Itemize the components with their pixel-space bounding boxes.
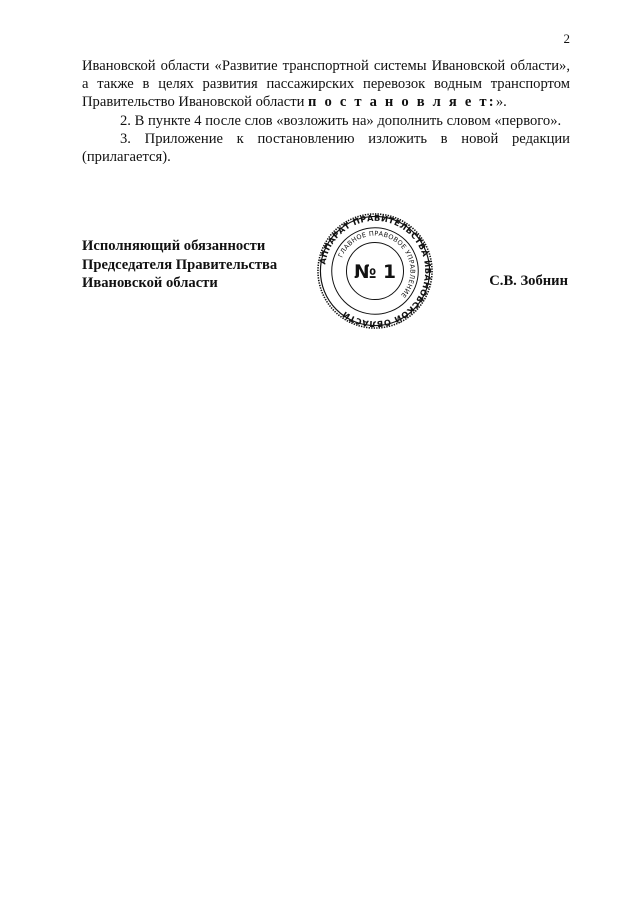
paragraph-1-tail: ». <box>495 94 507 111</box>
seal-center-number: № 1 <box>354 261 396 283</box>
paragraph-1 <box>82 57 570 112</box>
signatory-title-line-3: Ивановской области <box>82 275 218 291</box>
paragraph-3: 3. Приложение к постановлению изложить в новой редакции (прилагается). <box>82 130 570 166</box>
seal-inner-text: ГЛАВНОЕ ПРАВОВОЕ УПРАВЛЕНИЕ <box>336 229 417 300</box>
decree-keyword: п о с т а н о в л я е т: <box>308 94 496 111</box>
signatory-title <box>82 237 277 293</box>
paragraph-1-text: Ивановской области «Развитие транспортной системы Ивановской области», а также в целях развития пассажирских перевозок водным транспортом Правительство Ивановской области <box>82 58 570 111</box>
signer-name: С.В. Зобнин <box>489 273 568 289</box>
paragraph-2: 2. В пункте 4 после слов «возложить на» дополнить словом «первого». <box>120 112 562 129</box>
seal-outer-text: АППАРАТ ПРАВИТЕЛЬСТВА ИВАНОВСКОЙ ОБЛАСТИ <box>317 212 434 330</box>
signatory-title-line-1: Исполняющий обязанности <box>82 238 266 254</box>
official-seal-stamp <box>316 212 434 330</box>
page-number: 2 <box>563 31 570 46</box>
document-body <box>82 57 570 166</box>
signatory-title-line-2: Председателя Правительства <box>82 256 278 273</box>
